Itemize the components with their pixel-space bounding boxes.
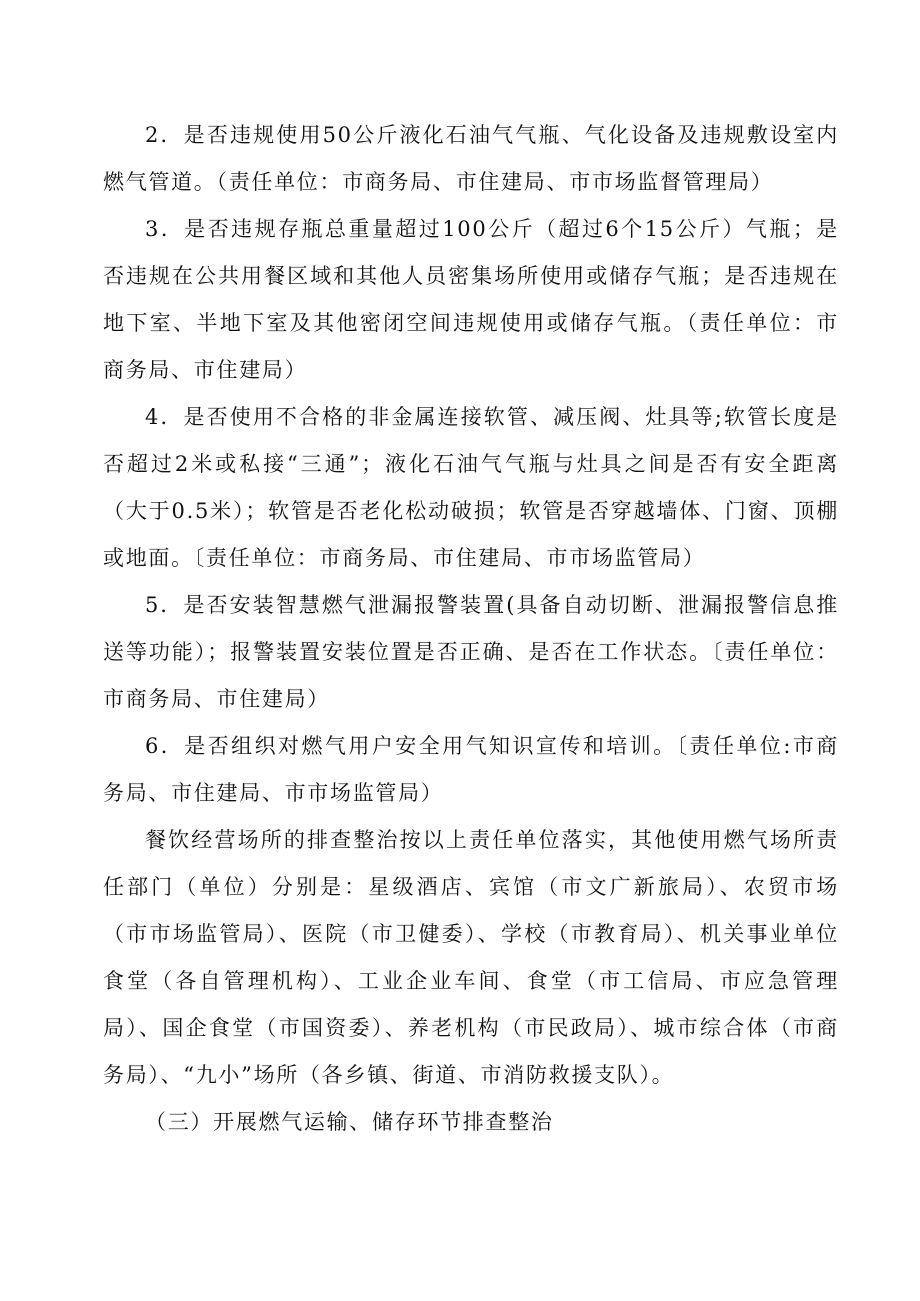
paragraph-item-6: 6．是否组织对燃气用户安全用气知识宣传和培训。〔责任单位:市商务局、市住建局、市市场监管局） xyxy=(103,734,839,805)
section-heading: （三）开展燃气运输、储存环节排查整治 xyxy=(145,1110,554,1134)
paragraph-item-5: 5．是否安装智慧燃气泄漏报警装置(具备自动切断、泄漏报警信息推送等功能）；报警装置安装位置是否正确、是否在工作状态。〔责任单位：市商务局、市住建局） xyxy=(103,593,839,711)
paragraph-item-4: 4．是否使用不合格的非金属连接软管、减压阀、灶具等;软管长度是否超过2米或私接“三通”；液化石油气气瓶与灶具之间是否有安全距离（大于0.5米）；软管是否老化松动破损；软管是否穿越墙体、门窗、顶棚或地面。〔责任单位：市商务局、市住建局、市市场监管局） xyxy=(103,405,839,570)
paragraph-responsibility-summary: 餐饮经营场所的排查整治按以上责任单位落实，其他使用燃气场所责任部门（单位）分别是：星级酒店、宾馆（市文广新旅局）、农贸市场（市市场监管局）、医院（市卫健委）、学校（市教育局）、机关事业单位食堂（各自管理机构）、工业企业车间、食堂（市工信局、市应急管理局）、国企食堂（市国资委）、养老机构（市民政局）、城市综合体（市商务局）、“九小”场所（各乡镇、街道、市消防救援支队）。 xyxy=(103,828,839,1087)
paragraph-item-2: 2．是否违规使用50公斤液化石油气气瓶、气化设备及违规敷设室内燃气管道。（责任单位：市商务局、市住建局、市市场监督管理局） xyxy=(103,123,839,194)
document-body xyxy=(103,112,839,1146)
paragraph-item-3: 3．是否违规存瓶总重量超过100公斤（超过6个15公斤）气瓶；是否违规在公共用餐区域和其他人员密集场所使用或储存气瓶；是否违规在地下室、半地下室及其他密闭空间违规使用或储存气瓶。（责任单位：市商务局、市住建局） xyxy=(103,217,839,382)
